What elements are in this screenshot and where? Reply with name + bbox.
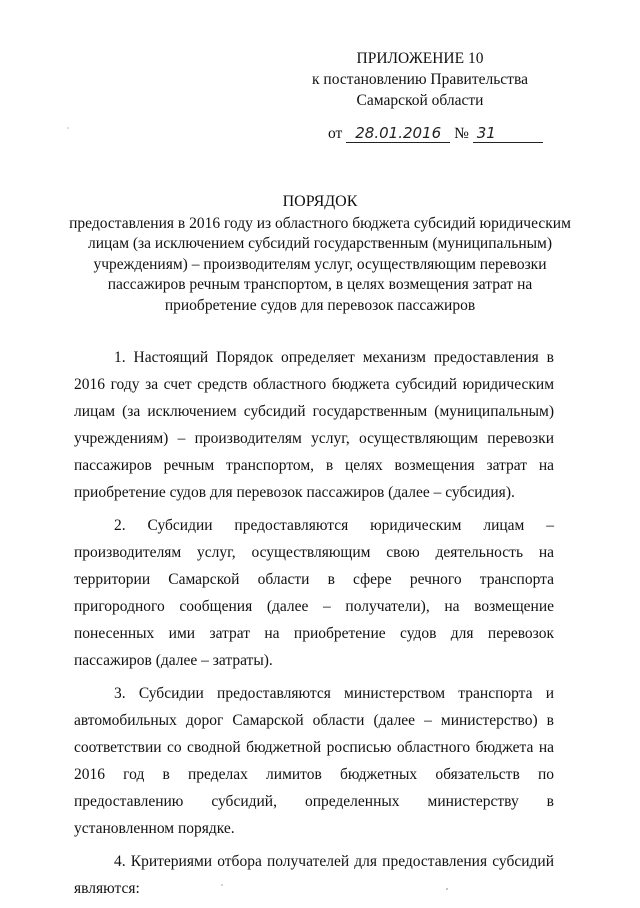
title-subtitle: предоставления в 2016 году из областного бюджета субсидий юридическим лицам (за исключением субсидий государственным (муниципальным) учреждениям) – производителям услуг, осуществляющим перевозки пассажиров речным транспортом, в целях возмещения затрат на приобретение судов для перевозок пассажиров (69, 214, 571, 314)
decree-date-handwritten: 28.01.2016 (346, 124, 450, 143)
paragraph-4: 4. Критериями отбора получателей для предоставления субсидий являются: (74, 853, 554, 897)
paragraph-1: 1. Настоящий Порядок определяет механизм предоставления в 2016 году за счет средств областного бюджета субсидий юридическим лицам (за исключением субсидий государственным (муниципальным) учреждениям) – производителям услуг, осуществляющим перевозки пассажиров речным транспортом, в целях возмещения затрат на приобретение судов для перевозок пассажиров (далее – субсидия). (74, 349, 554, 501)
appendix-line-3: Самарской области (356, 92, 484, 109)
paragraph-3: 3. Субсидии предоставляются министерством транспорта и автомобильных дорог Самарской области (далее – министерство) в соответствии со сводной бюджетной росписью областного бюджета на 2016 год в пределах лимитов бюджетных обязательств по предоставлению субсидий, определенных министерству в установленном порядке. (74, 685, 554, 837)
decree-number-label: № (454, 125, 469, 142)
scan-speck (67, 127, 69, 129)
decree-from-label: от (328, 125, 343, 142)
appendix-line-2: к постановлению Правительства (312, 71, 528, 88)
decree-reference (328, 124, 543, 143)
appendix-header (300, 48, 540, 111)
title-heading: ПОРЯДОК (282, 193, 358, 210)
appendix-line-1: ПРИЛОЖЕНИЕ 10 (356, 50, 484, 67)
document-title (60, 192, 580, 316)
paragraph-2: 2. Субсидии предоставляются юридическим лицам – производителям услуг, осуществляющим свою деятельность на территории Самарской области в сфере речного транспорта пригородного сообщения (далее – получатели), на возмещение понесенных ими затрат на приобретение судов для перевозок пассажиров (далее – затраты). (74, 517, 554, 669)
document-body (74, 344, 554, 908)
decree-number-handwritten: 31 (473, 124, 543, 143)
